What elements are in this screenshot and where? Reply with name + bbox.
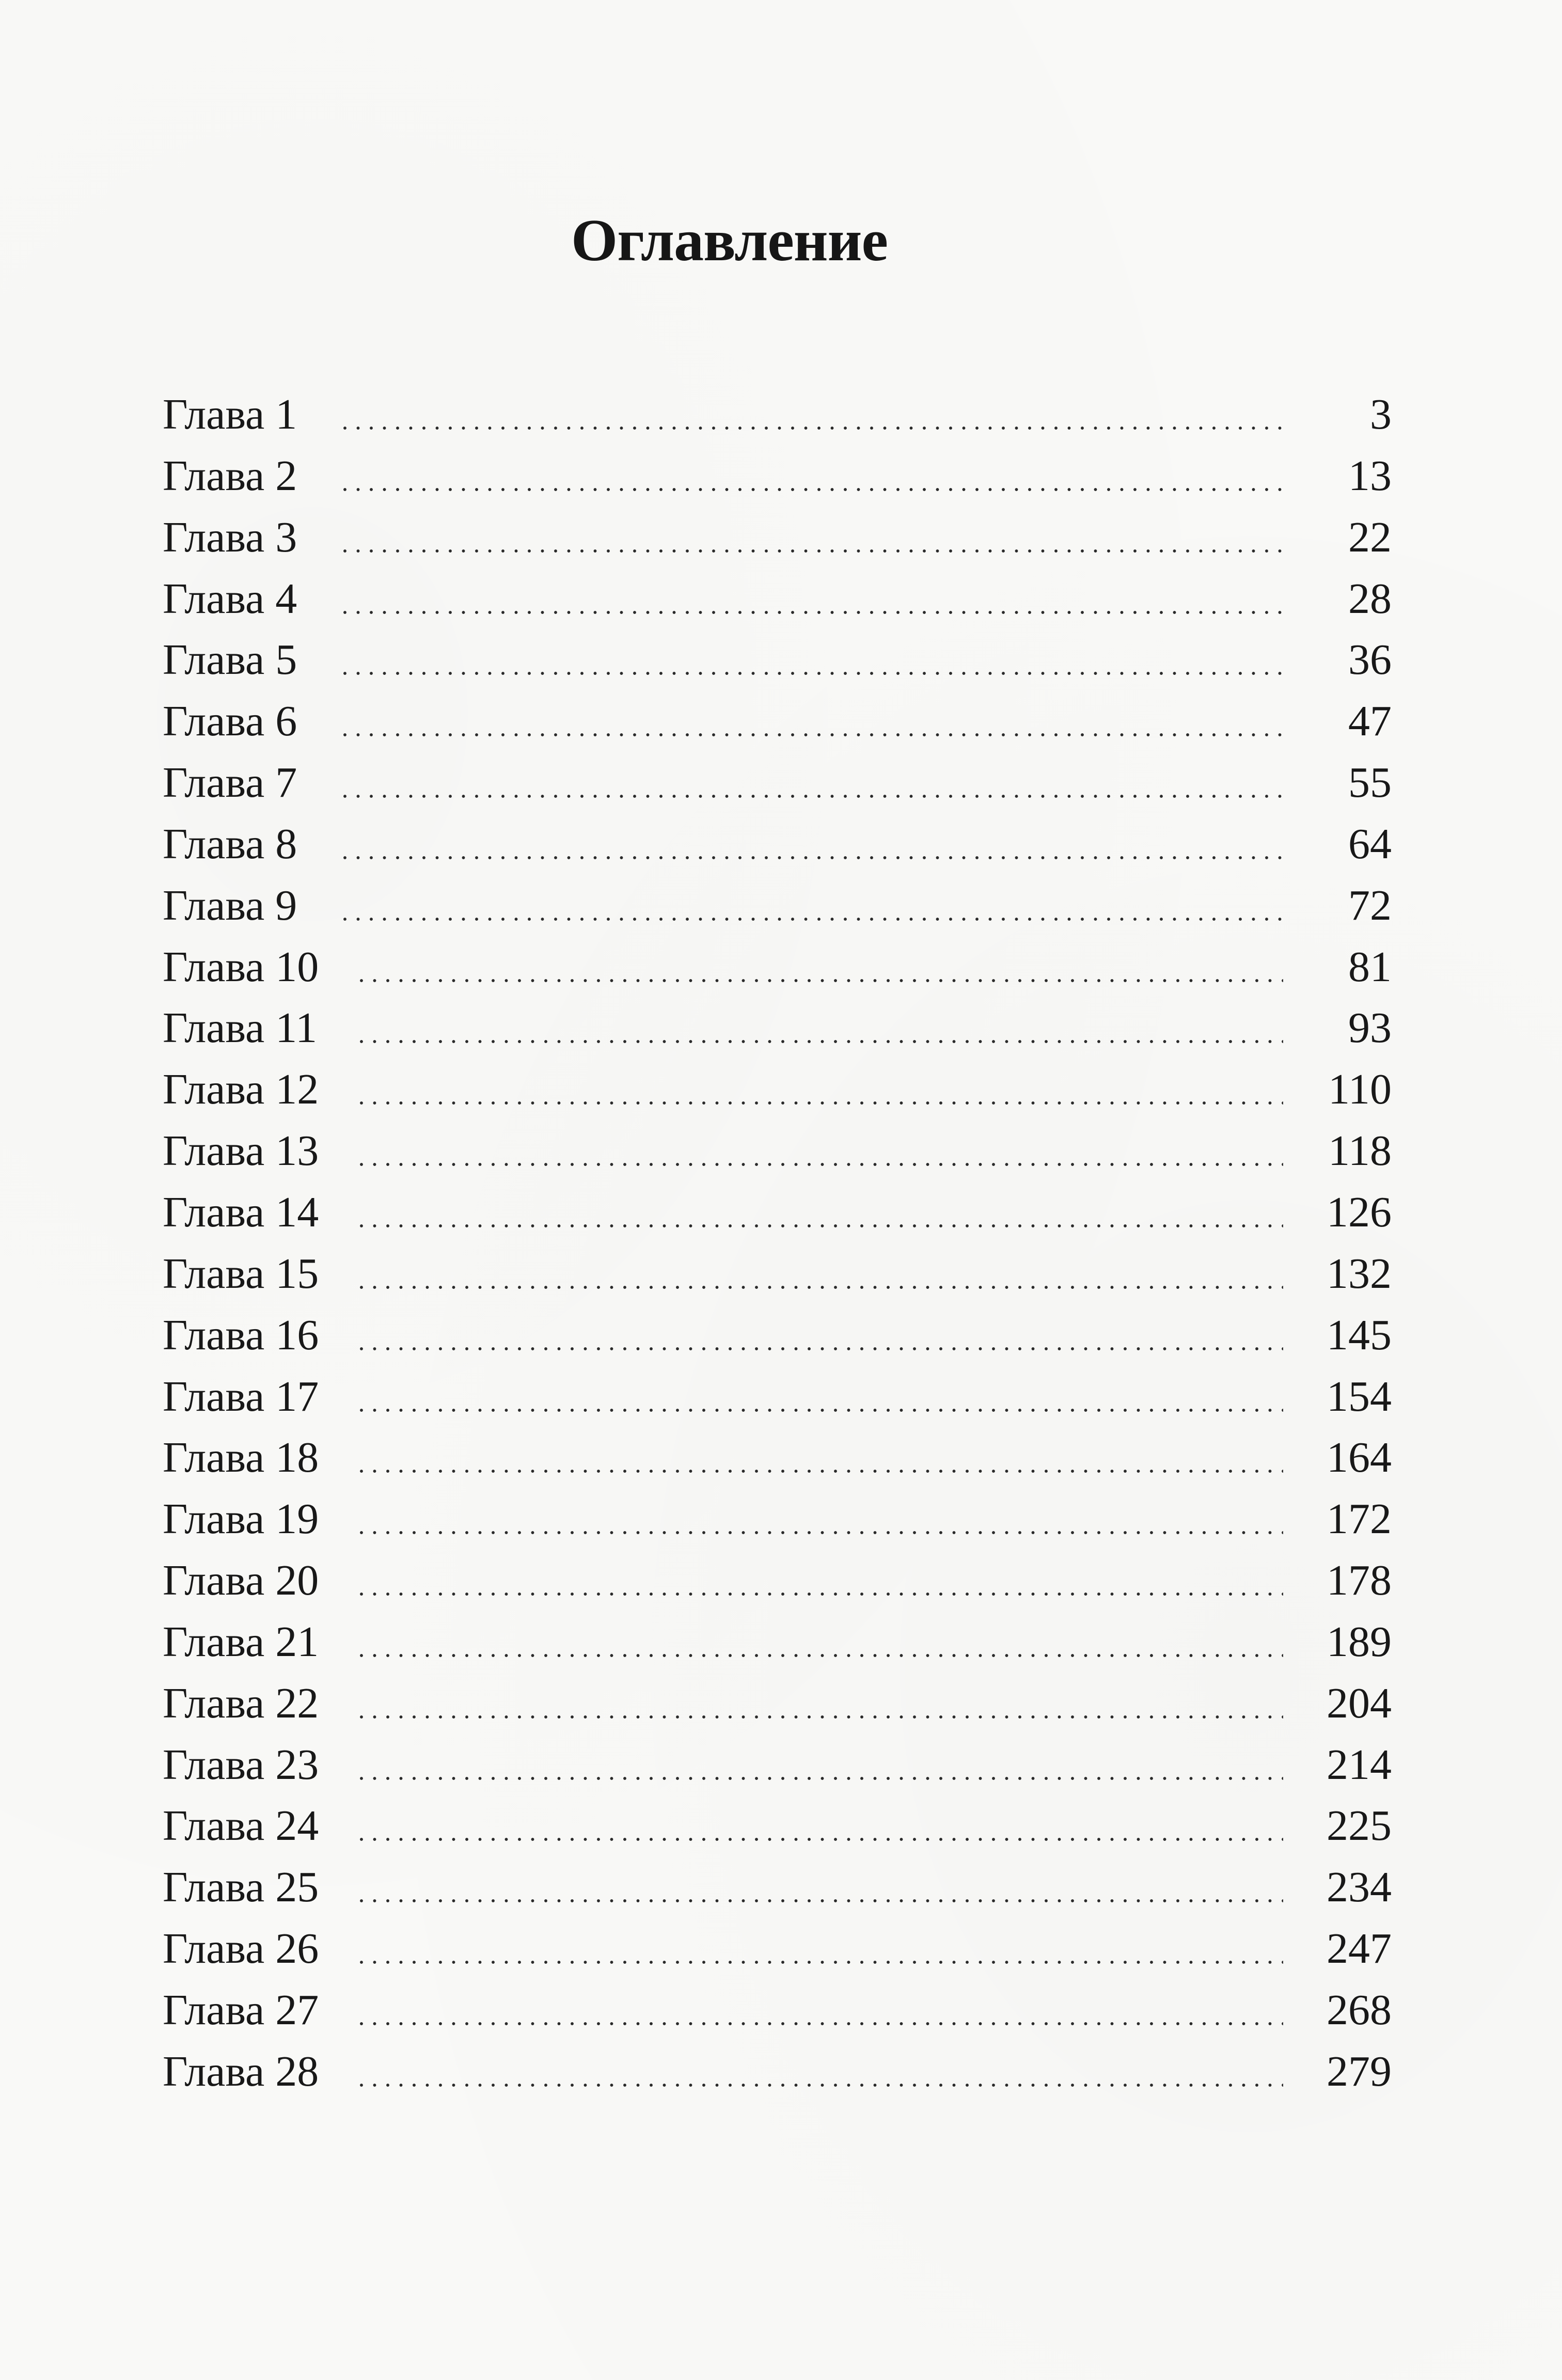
dot-leader	[360, 1838, 1283, 1841]
dot-leader	[343, 795, 1283, 798]
toc-entry-page-number: 13	[1348, 451, 1392, 500]
toc-entry-label: Глава 19	[163, 1495, 319, 1543]
toc-entry[interactable]	[163, 1427, 1392, 1489]
toc-entry-label: Глава 16	[163, 1311, 319, 1359]
toc-entry[interactable]	[163, 1489, 1392, 1550]
toc-entry-label: Глава 27	[163, 1985, 319, 2034]
toc-entry-page-number: 47	[1348, 697, 1392, 746]
toc-entry[interactable]	[163, 1918, 1392, 1980]
toc-entry[interactable]	[163, 629, 1392, 691]
toc-entry-label: Глава 4	[163, 574, 297, 623]
dot-leader	[360, 1899, 1283, 1902]
toc-entry[interactable]	[163, 569, 1392, 630]
toc-entry-label: Глава 5	[163, 636, 297, 684]
toc-entry[interactable]	[163, 1980, 1392, 2041]
toc-entry-page-number: 178	[1327, 1556, 1392, 1605]
toc-entry-label: Глава 3	[163, 513, 297, 561]
toc-entry-page-number: 189	[1327, 1617, 1392, 1666]
toc-entry-page-number: 234	[1327, 1863, 1392, 1912]
page-title: Оглавление	[571, 207, 888, 274]
toc-entry-page-number: 22	[1348, 513, 1392, 561]
toc-entry-page-number: 225	[1327, 1802, 1392, 1850]
toc-entry[interactable]	[163, 1612, 1392, 1673]
toc-entry-page-number: 132	[1327, 1249, 1392, 1298]
dot-leader	[360, 1040, 1283, 1043]
toc-entry-label: Глава 9	[163, 881, 297, 929]
toc-entry-page-number: 126	[1327, 1188, 1392, 1236]
toc-entry-page-number: 81	[1348, 942, 1392, 991]
toc-entry-label: Глава 12	[163, 1065, 319, 1114]
toc-entry-label: Глава 17	[163, 1372, 319, 1421]
toc-entry-page-number: 279	[1327, 2047, 1392, 2095]
toc-entry[interactable]	[163, 1366, 1392, 1428]
toc-entry-label: Глава 7	[163, 759, 297, 807]
toc-entry-page-number: 204	[1327, 1679, 1392, 1727]
toc-entry-label: Глава 13	[163, 1127, 319, 1175]
dot-leader	[360, 1777, 1283, 1780]
dot-leader	[360, 979, 1283, 982]
toc-entry-label: Глава 24	[163, 1802, 319, 1850]
toc-entry-label: Глава 1	[163, 390, 297, 438]
toc-entry-page-number: 268	[1327, 1985, 1392, 2034]
dot-leader	[360, 1224, 1283, 1227]
toc-entry-page-number: 72	[1348, 881, 1392, 929]
dot-leader	[360, 1409, 1283, 1412]
dot-leader	[360, 2084, 1283, 2087]
toc-entry-label: Глава 21	[163, 1617, 319, 1666]
dot-leader	[360, 1715, 1283, 1719]
dot-leader	[360, 1654, 1283, 1657]
toc-entry[interactable]	[163, 1305, 1392, 1366]
toc-entry-label: Глава 25	[163, 1863, 319, 1912]
toc-entry-page-number: 36	[1348, 636, 1392, 684]
toc-entry-label: Глава 22	[163, 1679, 319, 1727]
toc-entry[interactable]	[163, 1182, 1392, 1243]
toc-entry-page-number: 55	[1348, 759, 1392, 807]
toc-entry-label: Глава 8	[163, 819, 297, 868]
toc-entry[interactable]	[163, 1795, 1392, 1857]
toc-entry-label: Глава 18	[163, 1433, 319, 1482]
toc-entry-page-number: 93	[1348, 1004, 1392, 1052]
table-of-contents	[163, 384, 1392, 2103]
toc-entry-page-number: 28	[1348, 574, 1392, 623]
toc-entry[interactable]	[163, 998, 1392, 1059]
toc-entry[interactable]	[163, 1550, 1392, 1612]
toc-entry-page-number: 3	[1370, 390, 1392, 438]
toc-entry-page-number: 154	[1327, 1372, 1392, 1421]
toc-entry-label: Глава 11	[163, 1004, 318, 1052]
toc-entry[interactable]	[163, 2041, 1392, 2103]
dot-leader	[343, 918, 1283, 921]
dot-leader	[343, 733, 1283, 736]
dot-leader	[343, 488, 1283, 491]
toc-entry[interactable]	[163, 875, 1392, 937]
toc-entry[interactable]	[163, 384, 1392, 446]
dot-leader	[360, 1347, 1283, 1350]
dot-leader	[343, 427, 1283, 430]
toc-entry-label: Глава 28	[163, 2047, 319, 2095]
dot-leader	[343, 549, 1283, 553]
toc-entry[interactable]	[163, 507, 1392, 569]
toc-entry-page-number: 172	[1327, 1495, 1392, 1543]
dot-leader	[360, 1286, 1283, 1289]
toc-entry[interactable]	[163, 937, 1392, 998]
toc-entry[interactable]	[163, 1243, 1392, 1305]
toc-entry-label: Глава 10	[163, 942, 319, 991]
toc-entry[interactable]	[163, 1735, 1392, 1796]
toc-entry[interactable]	[163, 1059, 1392, 1121]
toc-entry-label: Глава 15	[163, 1249, 319, 1298]
dot-leader	[360, 1531, 1283, 1534]
dot-leader	[360, 1470, 1283, 1473]
toc-entry[interactable]	[163, 814, 1392, 875]
toc-entry[interactable]	[163, 1121, 1392, 1182]
dot-leader	[360, 1593, 1283, 1596]
dot-leader	[360, 1961, 1283, 1964]
toc-entry[interactable]	[163, 1673, 1392, 1735]
toc-entry-label: Глава 2	[163, 451, 297, 500]
toc-entry-label: Глава 23	[163, 1740, 319, 1789]
toc-entry-label: Глава 26	[163, 1925, 319, 1973]
toc-entry[interactable]	[163, 446, 1392, 507]
toc-entry-page-number: 64	[1348, 819, 1392, 868]
toc-entry[interactable]	[163, 752, 1392, 814]
toc-entry[interactable]	[163, 691, 1392, 752]
toc-entry-page-number: 247	[1327, 1925, 1392, 1973]
toc-entry-page-number: 214	[1327, 1740, 1392, 1789]
toc-entry-label: Глава 20	[163, 1556, 319, 1605]
dot-leader	[343, 611, 1283, 614]
toc-entry-page-number: 118	[1328, 1127, 1392, 1175]
toc-entry-page-number: 164	[1327, 1433, 1392, 1482]
dot-leader	[360, 2022, 1283, 2025]
dot-leader	[360, 1101, 1283, 1105]
toc-entry-label: Глава 6	[163, 697, 297, 746]
dot-leader	[343, 856, 1283, 859]
toc-entry-page-number: 145	[1327, 1311, 1392, 1359]
dot-leader	[343, 672, 1283, 675]
dot-leader	[360, 1163, 1283, 1166]
toc-entry[interactable]	[163, 1857, 1392, 1918]
toc-entry-label: Глава 14	[163, 1188, 319, 1236]
toc-entry-page-number: 110	[1328, 1065, 1392, 1114]
